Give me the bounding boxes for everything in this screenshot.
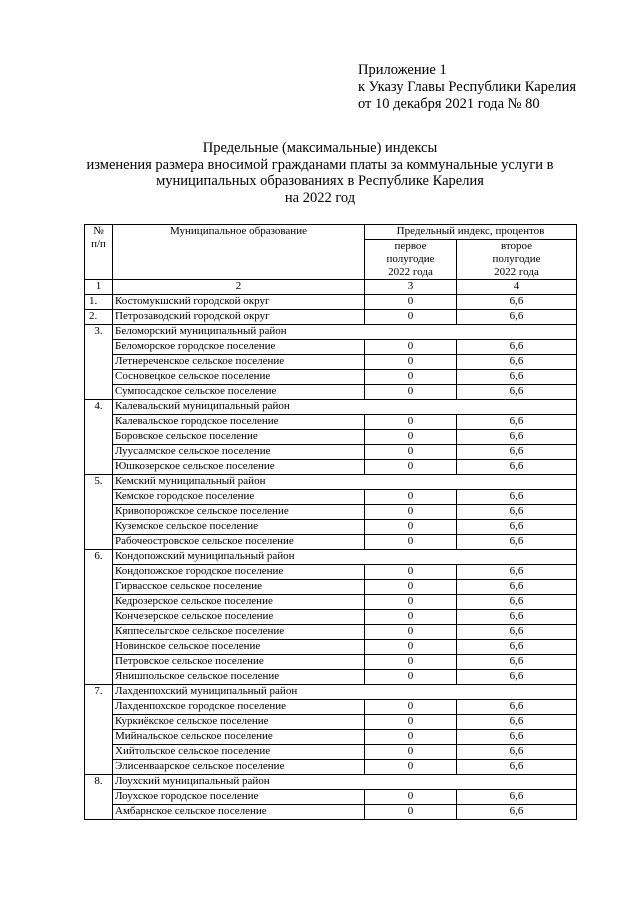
column-number-1: 1	[85, 280, 113, 295]
header-row	[85, 225, 577, 240]
table-row	[85, 640, 577, 655]
settlement-name: Куземское сельское поселение	[113, 520, 365, 535]
table-row	[85, 550, 577, 565]
first-half-index: 0	[365, 355, 457, 370]
table-row	[85, 505, 577, 520]
municipality-name: Петрозаводский городской округ	[113, 310, 365, 325]
header-half1-line-1: первое	[394, 240, 427, 252]
second-half-index: 6,6	[457, 745, 577, 760]
settlement-name: Куркиёкское сельское поселение	[113, 715, 365, 730]
row-number: 3.	[85, 325, 113, 400]
table-row	[85, 775, 577, 790]
first-half-index: 0	[365, 490, 457, 505]
second-half-index: 6,6	[457, 655, 577, 670]
first-half-index: 0	[365, 370, 457, 385]
second-half-index: 6,6	[457, 730, 577, 745]
second-half-index: 6,6	[457, 490, 577, 505]
district-name: Кондопожский муниципальный район	[113, 550, 577, 565]
table-row	[85, 805, 577, 820]
title-line-1: Предельные (максимальные) индексы	[202, 140, 438, 156]
settlement-name: Амбарнское сельское поселение	[113, 805, 365, 820]
second-half-index: 6,6	[457, 580, 577, 595]
table-row	[85, 520, 577, 535]
first-half-index: 0	[365, 640, 457, 655]
table-row	[85, 310, 577, 325]
table-row	[85, 580, 577, 595]
first-half-index: 0	[365, 385, 457, 400]
first-half-index: 0	[365, 805, 457, 820]
first-half-index: 0	[365, 745, 457, 760]
row-number: 7.	[85, 685, 113, 775]
second-half-index: 6,6	[457, 670, 577, 685]
second-half-index: 6,6	[457, 445, 577, 460]
table-row	[85, 565, 577, 580]
settlement-name: Беломорское городское поселение	[113, 340, 365, 355]
header-half2-line-1: второе	[500, 240, 533, 252]
table-row	[85, 325, 577, 340]
row-number: 2.	[85, 310, 113, 325]
settlement-name: Петровское сельское поселение	[113, 655, 365, 670]
second-half-index: 6,6	[457, 535, 577, 550]
second-half-index: 6,6	[457, 355, 577, 370]
table-row	[85, 790, 577, 805]
table-row	[85, 400, 577, 415]
table-row	[85, 475, 577, 490]
appendix-line-2: к Указу Главы Республики Карелия	[358, 79, 577, 95]
row-number: 1.	[85, 295, 113, 310]
settlement-name: Кривопорожское сельское поселение	[113, 505, 365, 520]
settlement-name: Кяппесельгское сельское поселение	[113, 625, 365, 640]
settlement-name: Лахденпохское городское поселение	[113, 700, 365, 715]
district-name: Лоухский муниципальный район	[113, 775, 577, 790]
settlement-name: Лоухское городское поселение	[113, 790, 365, 805]
column-number-row	[85, 280, 577, 295]
first-half-index: 0	[365, 625, 457, 640]
settlement-name: Янишпольское сельское поселение	[113, 670, 365, 685]
first-half-index: 0	[365, 295, 457, 310]
header-half1-line-2: полугодие	[386, 253, 435, 265]
district-name: Лахденпохский муниципальный район	[113, 685, 577, 700]
first-half-index: 0	[365, 415, 457, 430]
settlement-name: Хийтольское сельское поселение	[113, 745, 365, 760]
settlement-name: Рабочеостровское сельское поселение	[113, 535, 365, 550]
document-title	[60, 140, 580, 206]
appendix-block	[358, 62, 576, 113]
settlement-name: Кемское городское поселение	[113, 490, 365, 505]
appendix-line-3: от 10 декабря 2021 года № 80	[358, 96, 540, 112]
first-half-index: 0	[365, 520, 457, 535]
second-half-index: 6,6	[457, 625, 577, 640]
settlement-name: Боровское сельское поселение	[113, 430, 365, 445]
table-row	[85, 460, 577, 475]
second-half-index: 6,6	[457, 340, 577, 355]
header-name-cell: Муниципальное образование	[113, 225, 365, 280]
second-half-index: 6,6	[457, 505, 577, 520]
first-half-index: 0	[365, 760, 457, 775]
municipality-name: Костомукшский городской округ	[113, 295, 365, 310]
header-number-line-1: №	[93, 225, 104, 237]
header-half2-line-2: полугодие	[492, 253, 541, 265]
settlement-name: Кедрозерское сельское поселение	[113, 595, 365, 610]
column-number-2: 2	[113, 280, 365, 295]
table-row	[85, 295, 577, 310]
row-number: 8.	[85, 775, 113, 820]
second-half-index: 6,6	[457, 295, 577, 310]
first-half-index: 0	[365, 580, 457, 595]
first-half-index: 0	[365, 700, 457, 715]
second-half-index: 6,6	[457, 760, 577, 775]
second-half-index: 6,6	[457, 520, 577, 535]
first-half-index: 0	[365, 535, 457, 550]
first-half-index: 0	[365, 445, 457, 460]
table-row	[85, 610, 577, 625]
row-number: 4.	[85, 400, 113, 475]
settlement-name: Элисенваарское сельское поселение	[113, 760, 365, 775]
district-name: Беломорский муниципальный район	[113, 325, 577, 340]
table-row	[85, 625, 577, 640]
table-row	[85, 700, 577, 715]
first-half-index: 0	[365, 715, 457, 730]
column-number-3: 3	[365, 280, 457, 295]
title-line-2: изменения размера вносимой гражданами платы за коммунальные услуги в	[86, 156, 554, 173]
settlement-name: Юшкозерское сельское поселение	[113, 460, 365, 475]
row-number: 5.	[85, 475, 113, 550]
table-row	[85, 595, 577, 610]
second-half-index: 6,6	[457, 700, 577, 715]
second-half-index: 6,6	[457, 415, 577, 430]
first-half-index: 0	[365, 460, 457, 475]
header-half1-cell	[365, 240, 457, 280]
table-row	[85, 340, 577, 355]
first-half-index: 0	[365, 610, 457, 625]
second-half-index: 6,6	[457, 310, 577, 325]
table-row	[85, 490, 577, 505]
row-number: 6.	[85, 550, 113, 685]
appendix-line-1: Приложение 1	[358, 62, 447, 78]
first-half-index: 0	[365, 310, 457, 325]
second-half-index: 6,6	[457, 565, 577, 580]
settlement-name: Новинское сельское поселение	[113, 640, 365, 655]
settlement-name: Луусалмское сельское поселение	[113, 445, 365, 460]
settlement-name: Кондопожское городское поселение	[113, 565, 365, 580]
header-number-cell	[85, 225, 113, 280]
table-row	[85, 385, 577, 400]
first-half-index: 0	[365, 430, 457, 445]
header-half2-line-3: 2022 года	[494, 266, 539, 278]
table-row	[85, 445, 577, 460]
settlement-name: Калевальское городское поселение	[113, 415, 365, 430]
second-half-index: 6,6	[457, 370, 577, 385]
second-half-index: 6,6	[457, 610, 577, 625]
table-row	[85, 415, 577, 430]
title-line-4: на 2022 год	[284, 189, 356, 206]
second-half-index: 6,6	[457, 430, 577, 445]
first-half-index: 0	[365, 790, 457, 805]
district-name: Кемский муниципальный район	[113, 475, 577, 490]
table-row	[85, 370, 577, 385]
second-half-index: 6,6	[457, 805, 577, 820]
first-half-index: 0	[365, 655, 457, 670]
district-name: Калевальский муниципальный район	[113, 400, 577, 415]
settlement-name: Гирвасское сельское поселение	[113, 580, 365, 595]
first-half-index: 0	[365, 670, 457, 685]
header-number-line-2: п/п	[91, 238, 106, 250]
second-half-index: 6,6	[457, 595, 577, 610]
table-row	[85, 730, 577, 745]
second-half-index: 6,6	[457, 460, 577, 475]
header-half2-cell	[457, 240, 577, 280]
first-half-index: 0	[365, 730, 457, 745]
table-row	[85, 685, 577, 700]
second-half-index: 6,6	[457, 385, 577, 400]
title-line-3: муниципальных образованиях в Республике Карелия	[156, 173, 484, 189]
second-half-index: 6,6	[457, 790, 577, 805]
table-row	[85, 670, 577, 685]
second-half-index: 6,6	[457, 715, 577, 730]
settlement-name: Кончезерское сельское поселение	[113, 610, 365, 625]
header-index-cell: Предельный индекс, процентов	[365, 225, 577, 240]
header-half1-line-3: 2022 года	[388, 266, 433, 278]
second-half-index: 6,6	[457, 640, 577, 655]
settlement-name: Летнереченское сельское поселение	[113, 355, 365, 370]
table-row	[85, 355, 577, 370]
table-row	[85, 655, 577, 670]
column-number-4: 4	[457, 280, 577, 295]
index-table	[84, 224, 577, 820]
table-row	[85, 745, 577, 760]
settlement-name: Мийнальское сельское поселение	[113, 730, 365, 745]
table-row	[85, 430, 577, 445]
settlement-name: Сумпосадское сельское поселение	[113, 385, 365, 400]
table-row	[85, 760, 577, 775]
first-half-index: 0	[365, 505, 457, 520]
table-row	[85, 715, 577, 730]
first-half-index: 0	[365, 340, 457, 355]
settlement-name: Сосновецкое сельское поселение	[113, 370, 365, 385]
first-half-index: 0	[365, 595, 457, 610]
first-half-index: 0	[365, 565, 457, 580]
table-row	[85, 535, 577, 550]
